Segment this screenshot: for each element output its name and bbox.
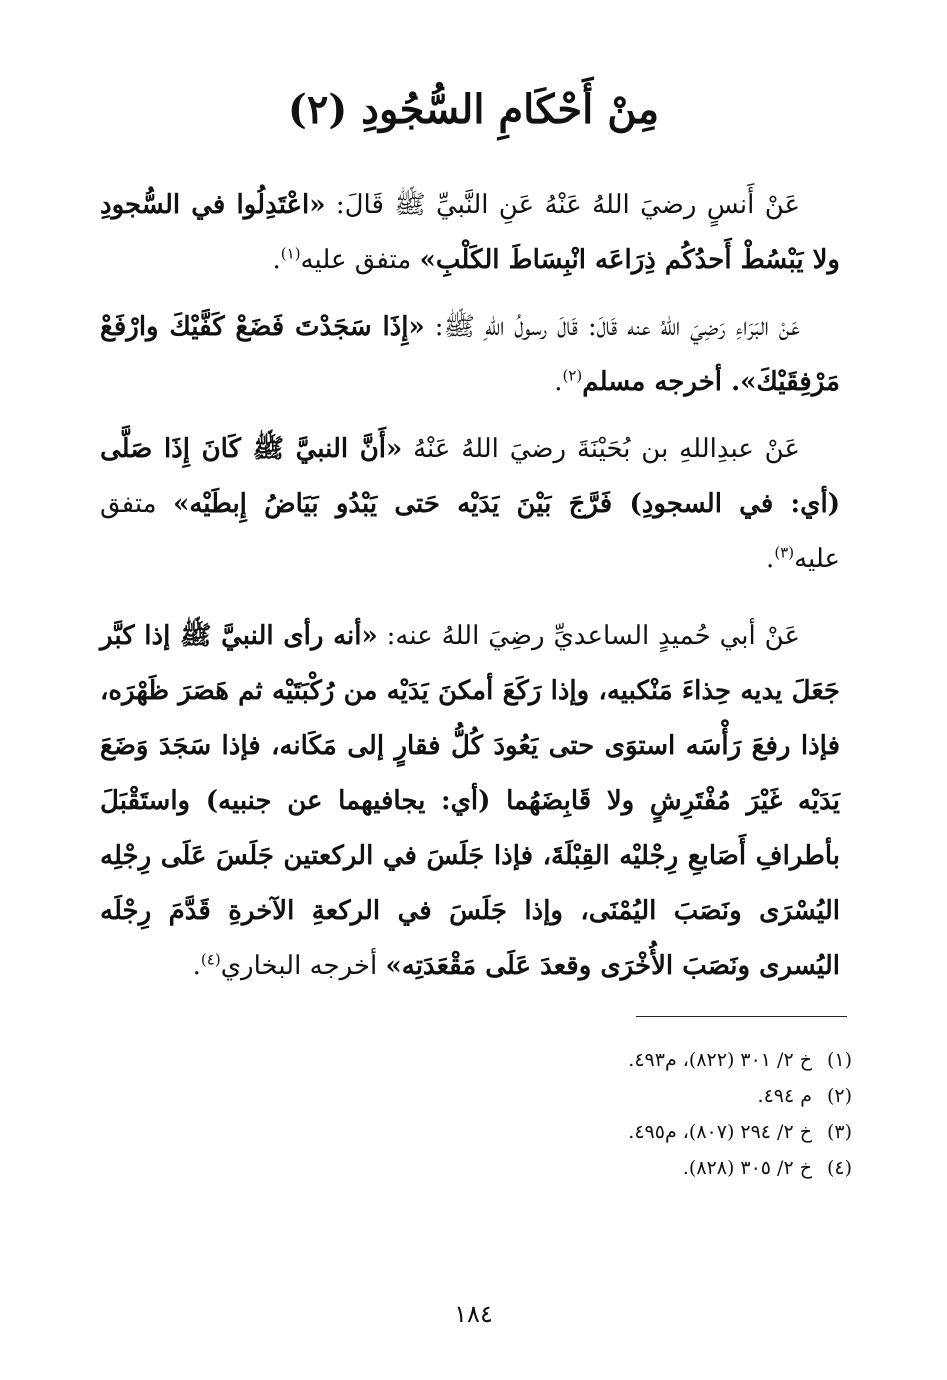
footnote-ref-4[interactable]: (٤): [200, 950, 221, 969]
hadith-body: [100, 178, 840, 1006]
hadith-paragraph-1: [100, 178, 840, 288]
footnote-number: (١): [826, 1049, 852, 1071]
hadith-intro: عَنْ أَنسٍ رضيَ اللهُ عَنْهُ عَنِ النَّبيِّ ﷺ قَالَ:: [325, 190, 800, 220]
hadith-source: متفق عليه: [300, 245, 420, 275]
footnote-number: (٢): [826, 1085, 852, 1107]
footnote-text: م ٤٩٤.: [757, 1085, 812, 1107]
footnote-ref-3[interactable]: (٣): [774, 543, 795, 562]
footnote-ref-2[interactable]: (٢): [562, 366, 583, 385]
hadith-source: متفق عليه: [100, 489, 840, 574]
hadith-source: أخرجه البخاري: [220, 951, 386, 981]
footnote-number: (٣): [826, 1121, 852, 1143]
hadith-paragraph-4: [100, 609, 840, 994]
hadith-quote: «أَنَّ النبيَّ ﷺ كَانَ إِذَا صَلَّى (أي: في السجودِ) فَرَّجَ بَيْنَ يَدَيْه حَتى يَبْدُو بَيَاضُ إِبطَيْه»: [100, 434, 840, 519]
hadith-paragraph-2: [100, 300, 840, 410]
hadith-quote: «أنه رأى النبيَّ ﷺ إذا كبَّر جَعَلَ يديه حِذاءَ مَنْكبيه، وإذا رَكَعَ أمكنَ يَدَيْه من رُكْبَتَيْه ثم هَصَرَ ظَهْرَه، فإذا رفعَ رَأْسَه استوَى حتى يَعُودَ كُلُّ فقارٍ إلى مَكَانه، فإذا سَجَدَ وَضَعَ يَدَيْه غَيْرَ مُفْتَرِشٍ ولا قَابِضَهُما (أي: يجافيهما عن جنبيه) واستَقْبَلَ بأطرافِ أَصَابعِ رِجْليْه القِبْلَةَ، فإذا جَلَسَ في الركعتين جَلَسَ عَلَى رِجْلِه اليُسْرَى ونَصَبَ اليُمْنَى، وإذا جَلَسَ في الركعةِ الآخرةِ قَدَّمَ رِجْلَه اليُسرى ونَصَبَ الأُخْرَى وقعدَ عَلَى مَقْعَدَتِه»: [100, 621, 840, 981]
hadith-source: . أخرجه مسلم: [582, 367, 741, 397]
footnote-ref-1[interactable]: (١): [280, 244, 301, 263]
footnote-text: خ ٢/ ٣٠٥ (٨٢٨).: [682, 1157, 812, 1179]
sentence-end: .: [272, 245, 281, 275]
hadith-paragraph-3: [100, 422, 840, 587]
footnote-item: [420, 1150, 852, 1186]
page-title: مِنْ أَحْكَامِ السُّجُودِ (٢): [287, 86, 660, 133]
footnote-text: خ ٢/ ٢٩٤ (٨٠٧)، م٤٩٥.: [628, 1121, 812, 1143]
hadith-intro: عَنْ عبدِاللهِ بن بُحَيْنَةَ رضيَ اللهُ عَنْهُ: [402, 434, 800, 464]
footnote-divider: [636, 1016, 847, 1017]
footnote-text: خ ٢/ ٣٠١ (٨٢٢)، م٤٩٣.: [628, 1049, 812, 1071]
footnote-item: [420, 1114, 852, 1150]
footnote-item: [420, 1042, 852, 1078]
footnote-number: (٤): [826, 1157, 852, 1179]
sentence-end: .: [554, 367, 563, 397]
hadith-intro: عَنْ أبي حُميدٍ الساعديِّ رضِيَ اللهُ عنه:: [377, 621, 800, 651]
sentence-end: .: [192, 951, 201, 981]
footnotes: [420, 1042, 852, 1186]
sentence-end: .: [766, 544, 775, 574]
page-number: ١٨٤: [454, 1300, 493, 1328]
hadith-quote: «اعْتَدِلُوا في السُّجودِ ولا يَبْسُطْ أَحدُكُم ذِرَاعَه انْبِسَاطَ الكَلْبِ»: [100, 190, 840, 275]
hadith-intro: عَنْ البَرَاءِ رَضِيَ اللهُ عنه قَالَ: قَالَ رسولُ اللهِ ﷺ:: [424, 312, 800, 342]
footnote-item: [420, 1078, 852, 1114]
hadith-quote: «إِذَا سَجَدْتَ فَضَعْ كَفَّيْكَ وارْفَعْ مَرْفِقَيْكَ»: [100, 312, 840, 397]
